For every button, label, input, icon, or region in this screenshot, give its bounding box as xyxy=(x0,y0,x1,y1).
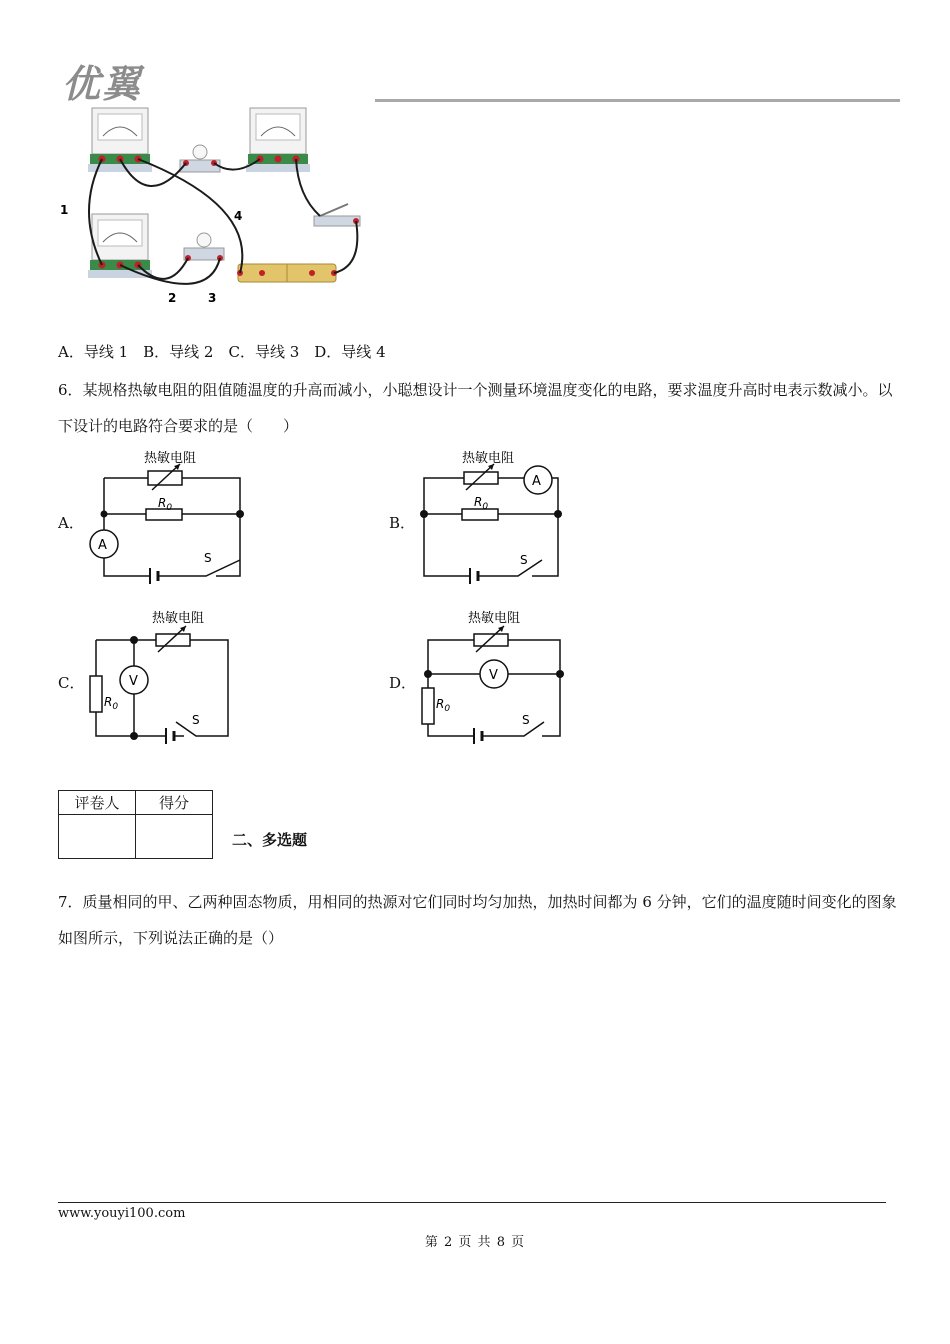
bulb-2-image xyxy=(184,233,224,261)
svg-text:R0 xyxy=(104,695,118,712)
score-cell xyxy=(136,815,213,859)
r0-subscript: 0 xyxy=(444,704,451,714)
section-title: 二、多选题 xyxy=(232,831,308,849)
option-a-letter: A． xyxy=(58,514,84,532)
circuit-photo xyxy=(58,106,368,306)
switch-label: S xyxy=(204,551,212,565)
thermistor-label: 热敏电阻 xyxy=(468,611,521,626)
circuit-diagram-d xyxy=(416,606,576,746)
ammeter-1-image xyxy=(88,108,152,172)
voltmeter-symbol: V xyxy=(129,674,138,689)
option-d-letter: D． xyxy=(389,674,417,692)
thermistor-label: 热敏电阻 xyxy=(144,451,197,466)
question7-text: 7．质量相同的甲、乙两种固态物质，用相同的热源对它们同时均匀加热，加热时间都为 6 分钟，它们的温度随时间变化的图象如图所示，下列说法正确的是（） xyxy=(58,893,897,947)
wire-label-2: 2 xyxy=(168,291,177,305)
thermistor-label: 热敏电阻 xyxy=(152,611,205,626)
battery-image xyxy=(237,264,337,282)
logo: 优翼 xyxy=(62,62,143,106)
circuit-diagram-b xyxy=(418,446,568,586)
option-b-letter: B． xyxy=(389,514,416,532)
switch-label: S xyxy=(522,713,530,727)
header-rule xyxy=(375,99,900,102)
r0-label: R xyxy=(158,496,167,510)
r0-subscript: 0 xyxy=(112,702,119,712)
ammeter-symbol: A xyxy=(98,538,107,553)
grader-header: 评卷人 xyxy=(59,791,136,815)
r0-label: R xyxy=(104,695,113,709)
question5-options: A．导线 1 B．导线 2 C．导线 3 D．导线 4 xyxy=(58,343,386,361)
footer-url: www.youyi100.com xyxy=(58,1206,186,1221)
score-table xyxy=(58,790,213,859)
r0-label: R xyxy=(474,495,483,509)
page-number: 第 2 页 共 8 页 xyxy=(424,1235,526,1250)
bulb-1-image xyxy=(180,145,220,172)
circuit-diagram-c xyxy=(84,606,244,746)
voltmeter-symbol: V xyxy=(489,668,498,683)
score-header: 得分 xyxy=(136,791,213,815)
wire-label-4: 4 xyxy=(234,209,243,223)
svg-text:R0 xyxy=(436,697,450,714)
wire-label-1: 1 xyxy=(60,203,69,217)
wire-label-3: 3 xyxy=(208,291,217,305)
ammeter-symbol: A xyxy=(532,474,541,489)
r0-subscript: 0 xyxy=(482,502,489,512)
r0-label: R xyxy=(436,697,445,711)
switch-label: S xyxy=(520,553,528,567)
thermistor-label: 热敏电阻 xyxy=(462,451,515,466)
switch-label: S xyxy=(192,713,200,727)
switch-image xyxy=(314,204,360,226)
option-c-letter: C． xyxy=(58,674,85,692)
svg-text:R0 xyxy=(158,496,172,513)
grader-cell xyxy=(59,815,136,859)
r0-subscript: 0 xyxy=(166,503,173,513)
question6-text: 6．某规格热敏电阻的阻值随温度的升高而减小，小聪想设计一个测量环境温度变化的电路，要求温度升高时电表示数减小。以下设计的电路符合要求的是（ ） xyxy=(58,381,893,435)
circuit-diagram-a xyxy=(88,446,258,586)
footer-rule xyxy=(58,1202,886,1203)
